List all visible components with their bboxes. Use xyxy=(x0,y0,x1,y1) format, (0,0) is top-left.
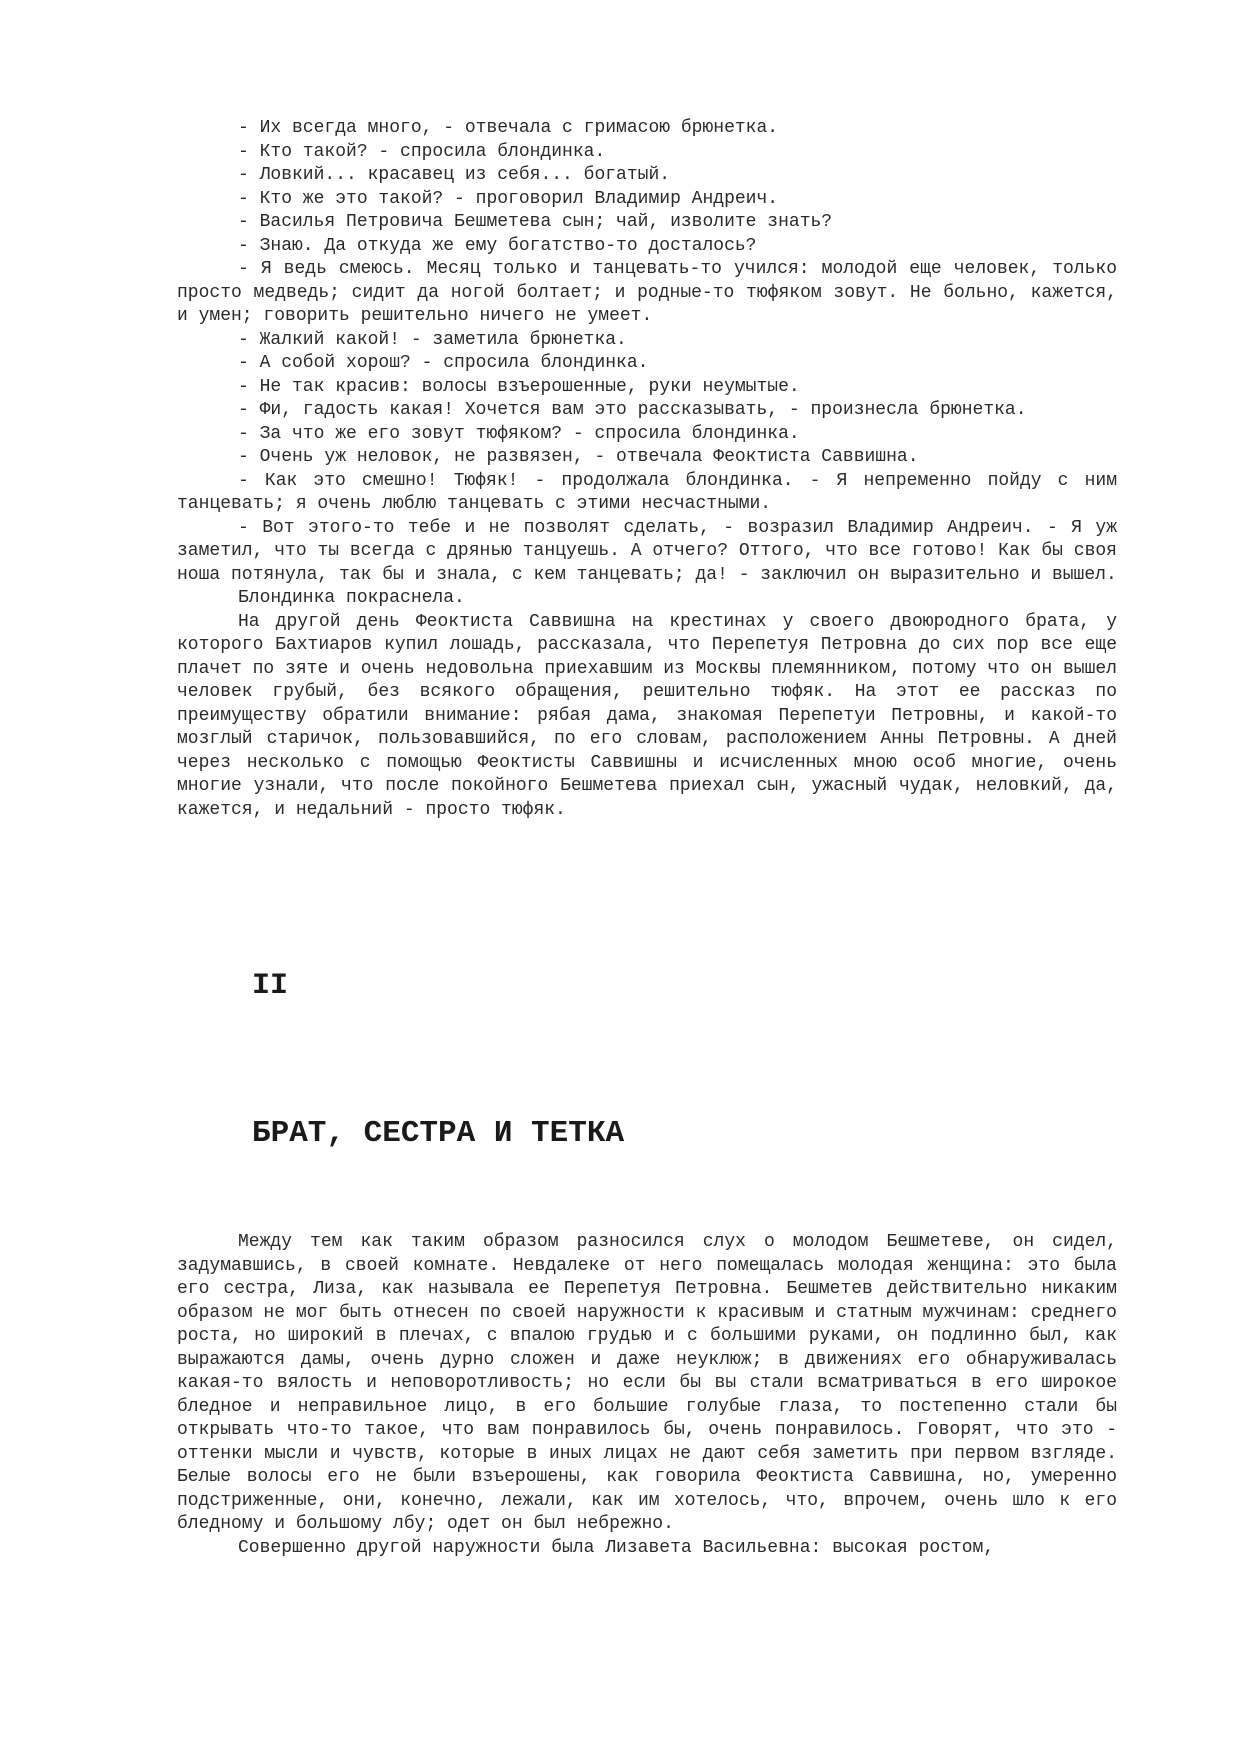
paragraph: - Я ведь смеюсь. Месяц только и танцевать-то учился: молодой еще человек, только просто медведь; сидит да ногой болтает; и родные-то тюфяком зовут. Не больно, кажется, и умен; говорить решительно ничего не умеет. xyxy=(177,259,1117,326)
paragraph: Совершенно другой наружности была Лизавета Васильевна: высокая ростом, xyxy=(238,1537,995,1558)
paragraph: - Как это смешно! Тюфяк! - продолжала блондинка. - Я непременно пойду с ним танцевать; я очень люблю танцевать с этими несчастными. xyxy=(177,470,1117,514)
paragraph: - Знаю. Да откуда же ему богатство-то досталось? xyxy=(238,235,757,256)
paragraph: - Вот этого-то тебе и не позволят сделать, - возразил Владимир Андреич. - Я уж заметил, что ты всегда с дрянью танцуешь. А отчего? Оттого, что все готово! Как бы своя ноша потянула, так бы и знала, с кем танцевать; да! - заключил он выразительно и вышел. xyxy=(177,517,1117,585)
paragraph: - Очень уж неловок, не развязен, - отвечала Феоктиста Саввишна. xyxy=(238,447,919,467)
text-section-one xyxy=(177,117,1117,822)
paragraph: - Кто такой? - спросила блондинка. xyxy=(238,141,606,162)
paragraph: - Жалкий какой! - заметила брюнетка. xyxy=(238,329,627,350)
paragraph: На другой день Феоктиста Саввишна на крестинах у своего двоюродного брата, у которого Бахтиаров купил лошадь, рассказала, что Перепетуя Петровна до сих пор все еще плачет по зяте и очень недовольна приехавшим из Москвы племянником, потому что он вышел человек грубый, без всякого обращения, решительно тюфяк. На этот ее рассказ по преимуществу обратили внимание: рябая дама, знакомая Перепетуи Петровны, и какой-то мозглый старичок, пользовавшийся, по его словам, расположением Анны Петровны. А дней через несколько с помощью Феоктисты Саввишны и исчисленных мною особ многие, очень многие узнали, что после покойного Бешметева приехал сын, ужасный чудак, неловкий, да, кажется, и недальний - просто тюфяк. xyxy=(177,611,1117,820)
paragraph: Между тем как таким образом разносился слух о молодом Бешметеве, он сидел, задумавшись, в своей комнате. Невдалеке от него помещалась молодая женщина: это была его сестра, Лиза, как называла ее Перепетуя Петровна. Бешметев действительно никаким образом не мог быть отнесен по своей наружности к красивым и статным мужчинам: среднего роста, но широкий в плечах, с впалою грудью и с большими руками, он подлинно был, как выражаются дамы, очень дурно сложен и даже неуклюж; в движениях его обнаруживалась какая-то вялость и неповоротливость; но если бы вы стали всматриваться в его широкое бледное и неправильное лицо, в его большие голубые глаза, то постепенно стали бы открывать что-то такое, что вам понравилось бы, очень понравилось. Говорят, что это - оттенки мысли и чувств, которые в иных лицах не дают себя заметить при первом взгляде. Белые волосы его не были взъерошены, как говорила Феоктиста Саввишна, но, умеренно подстриженные, они, конечно, лежали, как им хотелось, что, впрочем, очень шло к его бледному и большому лбу; одет он был небрежно. xyxy=(177,1232,1117,1534)
paragraph: - А собой хорош? - спросила блондинка. xyxy=(238,353,649,373)
chapter-number: II xyxy=(252,969,289,1003)
paragraph: - Ловкий... красавец из себя... богатый. xyxy=(238,165,671,185)
paragraph: - За что же его зовут тюфяком? - спросила блондинка. xyxy=(238,423,800,444)
chapter-title: БРАТ, СЕСТРА И ТЕТКА xyxy=(252,1116,625,1151)
paragraph: Блондинка покраснела. xyxy=(238,588,465,608)
paragraph: - Не так красив: волосы взъерошенные, руки неумытые. xyxy=(238,376,800,397)
text-section-two xyxy=(177,1231,1117,1560)
paragraph: - Кто же это такой? - проговорил Владимир Андреич. xyxy=(238,188,779,209)
paragraph: - Василья Петровича Бешметева сын; чай, изволите знать? xyxy=(238,212,833,232)
paragraph: - Их всегда много, - отвечала с гримасою брюнетка. xyxy=(238,118,779,138)
paragraph: - Фи, гадость какая! Хочется вам это рассказывать, - произнесла брюнетка. xyxy=(238,400,1027,420)
